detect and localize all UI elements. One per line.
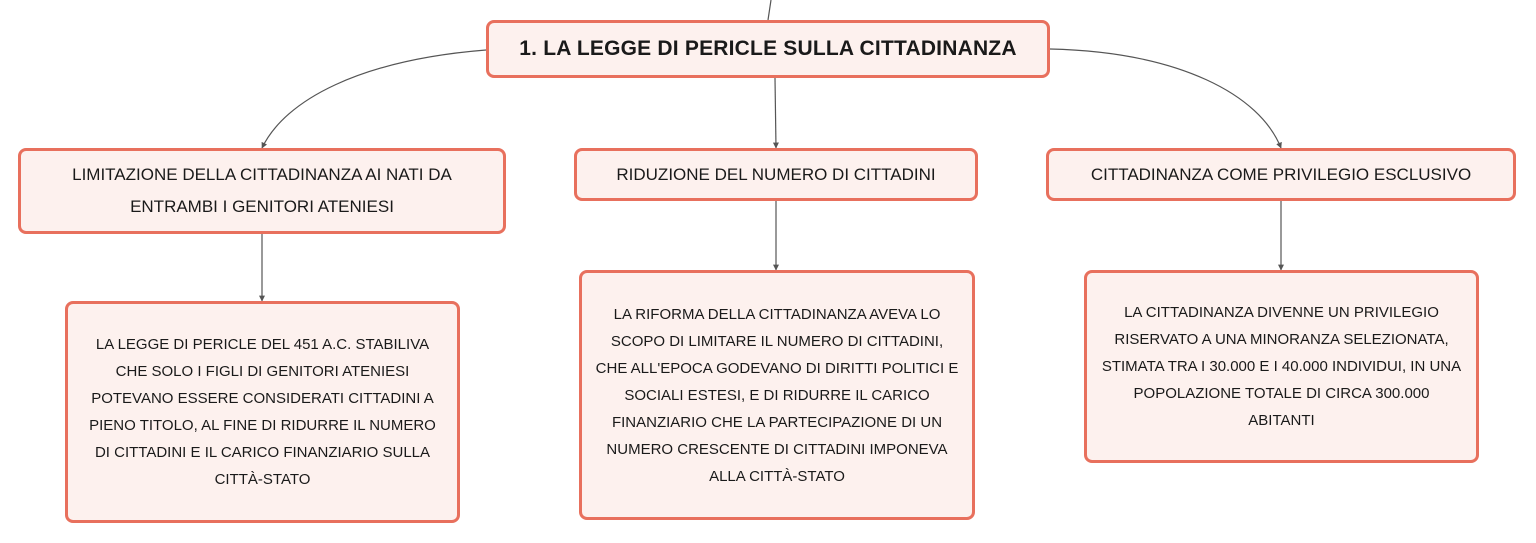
connector-root-middle bbox=[775, 78, 776, 148]
topic-riduzione-label: RIDUZIONE DEL NUMERO DI CITTADINI bbox=[616, 164, 936, 184]
topic-privilegio-esclusivo[interactable] bbox=[1046, 148, 1516, 201]
detail-privilegio-text: LA CITTADINANZA DIVENNE UN PRIVILEGIO RISERVATO A UNA MINORANZA SELEZIONATA, STIMATA TRA I 30.000 E I 40.000 INDIVIDUI, IN UNA POPOLAZIONE TOTALE DI CIRCA 300.000 ABITANTI bbox=[1101, 304, 1462, 429]
central-topic-node[interactable] bbox=[486, 20, 1050, 78]
connector-root-right bbox=[1050, 49, 1281, 148]
connector-parent-root bbox=[768, 0, 771, 20]
detail-riduzione-text: LA RIFORMA DELLA CITTADINANZA AVEVA LO SCOPO DI LIMITARE IL NUMERO DI CITTADINI, CHE ALL'EPOCA GODEVANO DI DIRITTI POLITICI E SOCIALI ESTESI, E DI RIDURRE IL CARICO FINANZIARIO CHE LA PARTECIPAZIONE DI UN NUMERO CRESCENTE DI CITTADINI IMPONEVA ALLA CITTÀ-STATO bbox=[595, 305, 959, 485]
connector-root-left bbox=[262, 50, 486, 148]
central-topic-label: 1. LA LEGGE DI PERICLE SULLA CITTADINANZA bbox=[519, 37, 1017, 60]
topic-privilegio-label: CITTADINANZA COME PRIVILEGIO ESCLUSIVO bbox=[1090, 164, 1472, 184]
detail-limitazione-cittadinanza[interactable] bbox=[65, 301, 460, 523]
detail-limitazione-text: LA LEGGE DI PERICLE DEL 451 A.C. STABILIVA CHE SOLO I FIGLI DI GENITORI ATENIESI POTEVANO ESSERE CONSIDERATI CITTADINI A PIENO TITOLO, AL FINE DI RIDURRE IL NUMERO DI CITTADINI E IL CARICO FINANZIARIO SULLA CITTÀ-STATO bbox=[89, 336, 436, 488]
topic-limitazione-label: LIMITAZIONE DELLA CITTADINANZA AI NATI DA ENTRAMBI I GENITORI ATENIESI bbox=[72, 165, 452, 216]
detail-privilegio-esclusivo[interactable] bbox=[1084, 270, 1479, 463]
detail-riduzione-cittadini[interactable] bbox=[579, 270, 975, 520]
topic-riduzione-cittadini[interactable] bbox=[574, 148, 978, 201]
topic-limitazione-cittadinanza[interactable] bbox=[18, 148, 506, 234]
